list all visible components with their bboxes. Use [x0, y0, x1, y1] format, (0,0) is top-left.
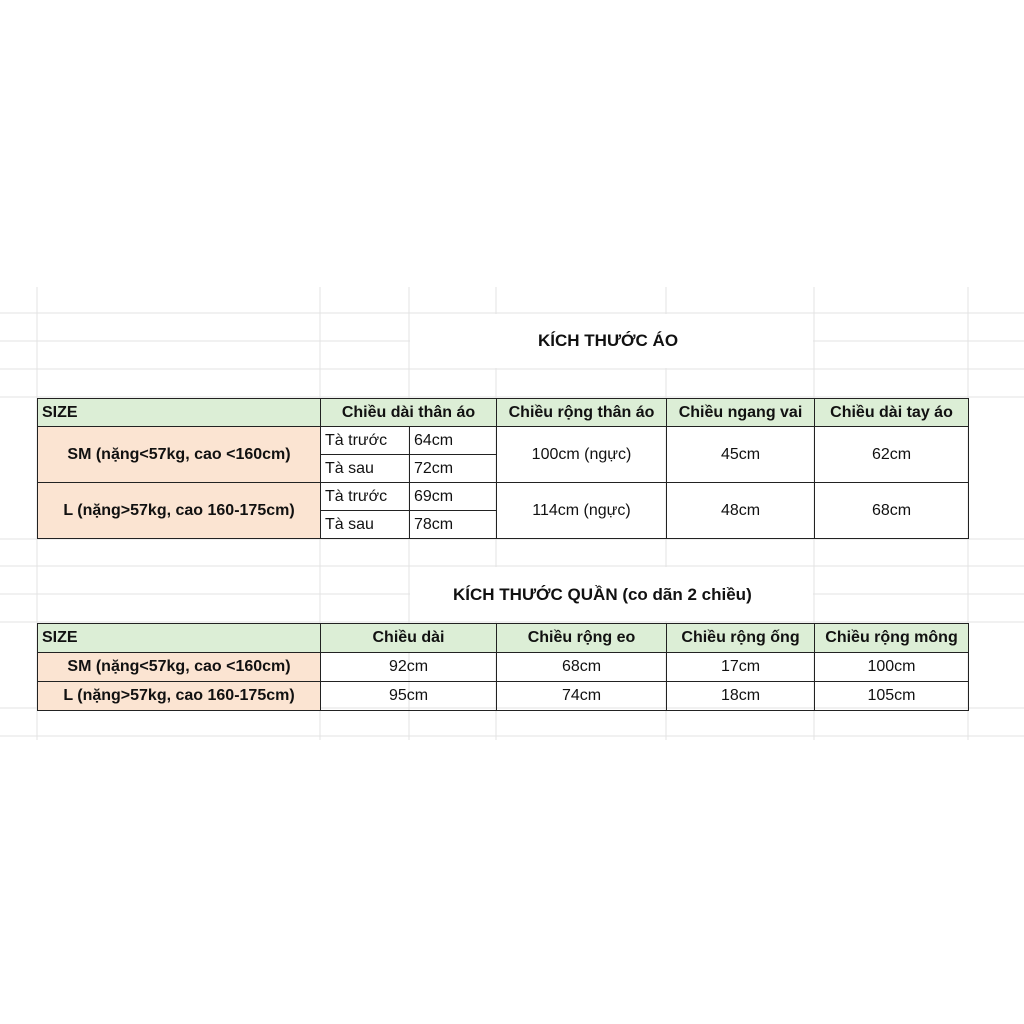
front-hem-value: 69cm — [410, 483, 497, 511]
header-size: SIZE — [38, 399, 321, 427]
front-hem-value: 64cm — [410, 427, 497, 455]
waist-width-value: 68cm — [497, 653, 667, 682]
back-hem-label: Tà sau — [321, 511, 410, 539]
body-width-value: 114cm (ngực) — [497, 483, 667, 539]
header-length: Chiều dài — [321, 624, 497, 653]
sleeve-length-value: 62cm — [815, 427, 969, 483]
header-shoulder-width: Chiều ngang vai — [667, 399, 815, 427]
header-leg-width: Chiều rộng ống — [667, 624, 815, 653]
quan-size-table — [37, 623, 969, 711]
header-waist-width: Chiều rộng eo — [497, 624, 667, 653]
table-row — [38, 682, 969, 711]
leg-width-value: 17cm — [667, 653, 815, 682]
sleeve-length-value: 68cm — [815, 483, 969, 539]
hip-width-value: 100cm — [815, 653, 969, 682]
ao-size-table — [37, 398, 969, 539]
hip-width-value: 105cm — [815, 682, 969, 711]
shoulder-width-value: 45cm — [667, 427, 815, 483]
header-body-width: Chiều rộng thân áo — [497, 399, 667, 427]
table-row — [38, 653, 969, 682]
back-hem-value: 72cm — [410, 455, 497, 483]
back-hem-value: 78cm — [410, 511, 497, 539]
shoulder-width-value: 48cm — [667, 483, 815, 539]
front-hem-label: Tà trước — [321, 483, 410, 511]
header-sleeve-length: Chiều dài tay áo — [815, 399, 969, 427]
leg-width-value: 18cm — [667, 682, 815, 711]
waist-width-value: 74cm — [497, 682, 667, 711]
length-value: 92cm — [321, 653, 497, 682]
header-hip-width: Chiều rộng mông — [815, 624, 969, 653]
table-row — [38, 483, 969, 511]
front-hem-label: Tà trước — [321, 427, 410, 455]
size-label: SM (nặng<57kg, cao <160cm) — [38, 653, 321, 682]
header-body-length: Chiều dài thân áo — [321, 399, 497, 427]
quan-header-row — [38, 624, 969, 653]
length-value: 95cm — [321, 682, 497, 711]
table-row — [38, 427, 969, 455]
ao-title: KÍCH THƯỚC ÁO — [538, 331, 679, 350]
size-label: SM (nặng<57kg, cao <160cm) — [38, 427, 321, 483]
size-label: L (nặng>57kg, cao 160-175cm) — [38, 483, 321, 539]
header-size: SIZE — [38, 624, 321, 653]
quan-title: KÍCH THƯỚC QUẦN (co dãn 2 chiều) — [453, 585, 752, 604]
ao-header-row — [38, 399, 969, 427]
back-hem-label: Tà sau — [321, 455, 410, 483]
size-label: L (nặng>57kg, cao 160-175cm) — [38, 682, 321, 711]
body-width-value: 100cm (ngực) — [497, 427, 667, 483]
